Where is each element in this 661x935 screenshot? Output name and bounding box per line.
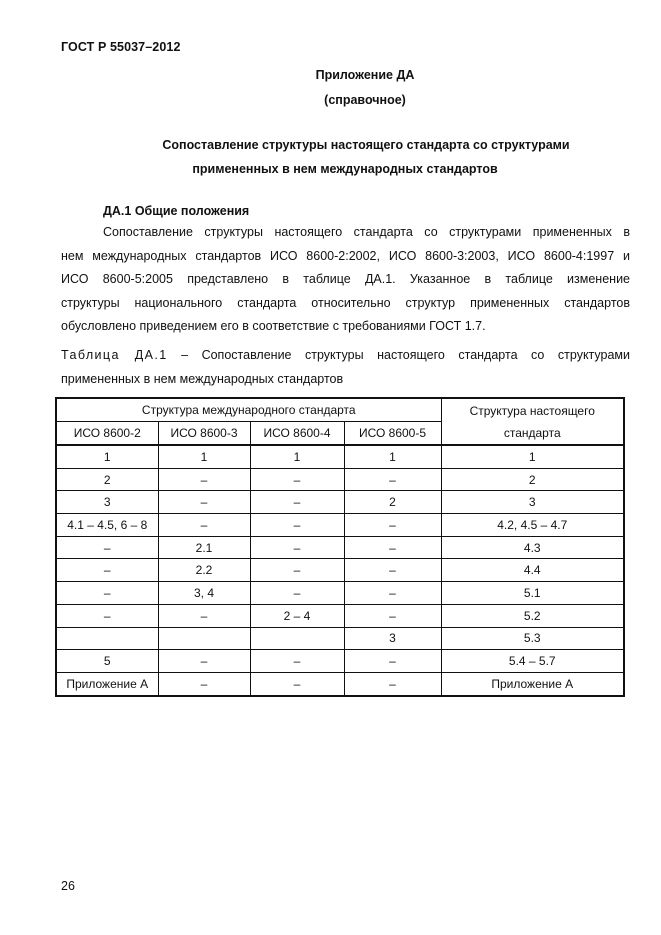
table-cell: 2.1 (158, 536, 250, 559)
caption-label: Таблица ДА.1 (61, 348, 168, 362)
caption-text: – Сопоставление структуры настоящего стандарта со структурами (167, 348, 631, 362)
table-cell: 2.2 (158, 559, 250, 582)
table-cell: 2 (56, 468, 158, 491)
comparison-table (55, 397, 625, 697)
table-cell: – (56, 536, 158, 559)
table-row (56, 604, 624, 627)
table-row (56, 536, 624, 559)
table-cell: – (250, 672, 344, 695)
table-cell: – (344, 582, 441, 605)
column-header: ИСО 8600-2 (56, 422, 158, 446)
caption-line-2: примененных в нем международных стандартов (61, 372, 344, 386)
table-cell: 1 (56, 445, 158, 468)
table-cell: – (158, 491, 250, 514)
table-cell: 1 (158, 445, 250, 468)
table-cell: 4.3 (441, 536, 624, 559)
table-cell: – (158, 604, 250, 627)
table-cell: – (56, 604, 158, 627)
table-cell (56, 627, 158, 650)
table-cell: 3 (441, 491, 624, 514)
table-cell: – (344, 514, 441, 537)
table-cell (250, 627, 344, 650)
right-header-line-2: стандарта (503, 425, 561, 440)
table-cell: 4.1 – 4.5, 6 – 8 (56, 514, 158, 537)
table-cell: – (250, 468, 344, 491)
table-cell: – (250, 582, 344, 605)
column-header: ИСО 8600-3 (158, 422, 250, 446)
table-row (56, 672, 624, 695)
column-header: ИСО 8600-4 (250, 422, 344, 446)
table-cell: – (250, 536, 344, 559)
table-cell: – (158, 650, 250, 673)
table-row (56, 445, 624, 468)
table-cell: 4.4 (441, 559, 624, 582)
table-cell: – (158, 468, 250, 491)
table-body (56, 445, 624, 696)
table-cell: 3, 4 (158, 582, 250, 605)
table-cell: 5.1 (441, 582, 624, 605)
paragraph-line: нем международных стандартов ИСО 8600-2:2002, ИСО 8600-3:2003, ИСО 8600-4:1997 и (61, 249, 630, 263)
table-cell: 5.3 (441, 627, 624, 650)
table-cell: Приложение А (441, 672, 624, 695)
heading-line-2: примененных в нем международных стандартов (192, 162, 498, 176)
paragraph-line: Сопоставление структуры настоящего стандарта со структурами примененных в (103, 225, 630, 239)
table-cell: – (344, 559, 441, 582)
table-row (56, 468, 624, 491)
table-row (56, 559, 624, 582)
paragraph-line: обусловлено приведением его в соответствие с требованиями ГОСТ 1.7. (61, 319, 486, 333)
page-number: 26 (61, 879, 75, 893)
table-cell: – (250, 491, 344, 514)
table-cell: – (344, 672, 441, 695)
group-header: Структура международного стандарта (56, 398, 441, 422)
table-cell: – (158, 672, 250, 695)
right-header (441, 398, 624, 445)
caption-line-1 (61, 348, 630, 362)
table-cell: – (344, 604, 441, 627)
table-row (56, 627, 624, 650)
table-cell: – (56, 559, 158, 582)
table-cell: 5.4 – 5.7 (441, 650, 624, 673)
table-row (56, 514, 624, 537)
column-header: ИСО 8600-5 (344, 422, 441, 446)
table-cell: 5.2 (441, 604, 624, 627)
table-cell: 1 (250, 445, 344, 468)
heading-line-1: Сопоставление структуры настоящего стандарта со структурами (162, 138, 570, 152)
table-cell: 3 (56, 491, 158, 514)
table-cell: – (158, 514, 250, 537)
table-cell: 1 (344, 445, 441, 468)
table-cell: – (344, 536, 441, 559)
table-row (56, 582, 624, 605)
table-cell: 4.2, 4.5 – 4.7 (441, 514, 624, 537)
table-cell: 3 (344, 627, 441, 650)
right-header-line-1: Структура настоящего (469, 403, 595, 418)
document-code: ГОСТ Р 55037–2012 (61, 40, 181, 54)
table-cell: 5 (56, 650, 158, 673)
section-title: ДА.1 Общие положения (103, 204, 250, 218)
table-cell: – (250, 514, 344, 537)
appendix-subtitle: (справочное) (324, 93, 406, 107)
table-cell (158, 627, 250, 650)
paragraph-line: структуры национального стандарта относительно структур примененных стандартов (61, 296, 630, 310)
appendix-title: Приложение ДА (315, 68, 415, 82)
table-cell: – (344, 650, 441, 673)
table-cell: 2 (441, 468, 624, 491)
table-cell: 2 (344, 491, 441, 514)
table-row (56, 650, 624, 673)
table-cell: 1 (441, 445, 624, 468)
table-row (56, 491, 624, 514)
table-cell: – (344, 468, 441, 491)
paragraph-line: ИСО 8600-5:2005 представлено в таблице ДА.1. Указанное в таблице изменение (61, 272, 630, 286)
table-cell: – (250, 559, 344, 582)
table-cell: – (250, 650, 344, 673)
table-cell: Приложение А (56, 672, 158, 695)
table-cell: 2 – 4 (250, 604, 344, 627)
table-cell: – (56, 582, 158, 605)
